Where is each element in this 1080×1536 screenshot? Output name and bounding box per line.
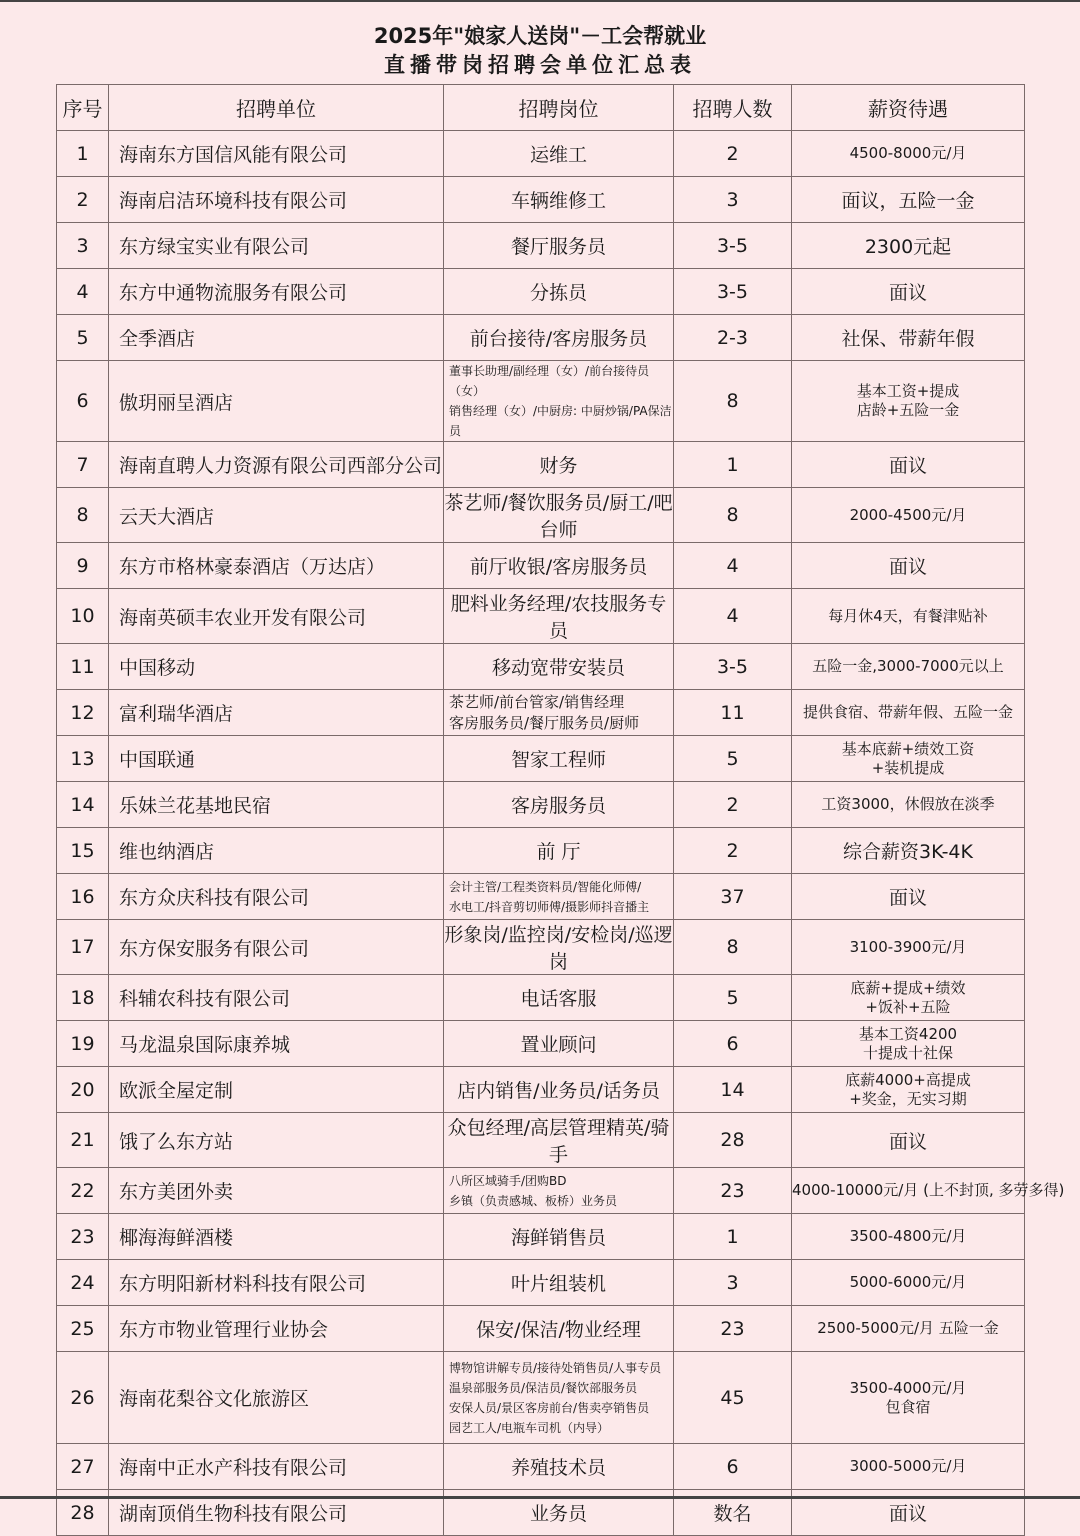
company-name: 海南启洁环境科技有限公司 bbox=[109, 177, 444, 223]
headcount: 23 bbox=[674, 1306, 792, 1352]
salary-cell bbox=[792, 1113, 1025, 1168]
row-number: 5 bbox=[57, 315, 109, 361]
headcount: 3 bbox=[674, 177, 792, 223]
position-line: 运维工 bbox=[529, 144, 587, 166]
position-line: 水电工/抖音剪切师傅/摄影师抖音播主 bbox=[449, 899, 650, 914]
row-number: 26 bbox=[57, 1352, 109, 1444]
row-number: 18 bbox=[57, 975, 109, 1021]
title-line-2: 直播带岗招聘会单位汇总表 bbox=[384, 53, 696, 77]
salary-cell bbox=[792, 1021, 1025, 1067]
row-number: 11 bbox=[57, 644, 109, 690]
position-line: 分拣员 bbox=[529, 282, 587, 304]
position-line: 乡镇（负责感城、板桥）业务员 bbox=[449, 1193, 618, 1208]
headcount: 45 bbox=[674, 1352, 792, 1444]
headcount: 37 bbox=[674, 874, 792, 920]
position-line: 肥料业务经理/农技服务专员 bbox=[450, 593, 667, 642]
position-line: 业务员 bbox=[529, 1503, 587, 1525]
position-line: 店内销售/业务员/话务员 bbox=[457, 1080, 660, 1102]
salary-cell bbox=[792, 589, 1025, 644]
row-number: 22 bbox=[57, 1168, 109, 1214]
table-body bbox=[57, 131, 1065, 1536]
headcount: 数名 bbox=[674, 1490, 792, 1536]
salary-cell bbox=[792, 1444, 1025, 1490]
headcount: 4 bbox=[674, 543, 792, 589]
company-name: 海南英硕丰农业开发有限公司 bbox=[109, 589, 444, 644]
row-number: 20 bbox=[57, 1067, 109, 1113]
position-cell bbox=[444, 223, 674, 269]
position-line: 前台接待/客房服务员 bbox=[469, 328, 648, 350]
company-name: 东方绿宝实业有限公司 bbox=[109, 223, 444, 269]
salary-line: 3000-5000元/月 bbox=[849, 1457, 967, 1475]
salary-cell bbox=[792, 543, 1025, 589]
company-name: 云天大酒店 bbox=[109, 488, 444, 543]
row-number: 24 bbox=[57, 1260, 109, 1306]
headcount: 1 bbox=[674, 442, 792, 488]
position-cell bbox=[444, 488, 674, 543]
table-row bbox=[57, 690, 1025, 736]
salary-cell bbox=[792, 975, 1025, 1021]
headcount: 3-5 bbox=[674, 644, 792, 690]
table-row bbox=[57, 874, 1025, 920]
table-row bbox=[57, 315, 1025, 361]
row-number: 28 bbox=[57, 1490, 109, 1536]
row-number: 7 bbox=[57, 442, 109, 488]
position-line: 形象岗/监控岗/安检岗/巡逻岗 bbox=[444, 924, 673, 973]
company-name: 东方市格林豪泰酒店（万达店） bbox=[109, 543, 444, 589]
salary-line: 包食宿 bbox=[885, 1397, 931, 1416]
position-cell bbox=[444, 361, 674, 442]
salary-cell bbox=[792, 1067, 1025, 1113]
row-number: 3 bbox=[57, 223, 109, 269]
company-name: 椰海海鲜酒楼 bbox=[109, 1214, 444, 1260]
table-row bbox=[57, 736, 1025, 782]
position-line: 园艺工人/电瓶车司机（内导） bbox=[449, 1420, 610, 1435]
header-salary: 薪资待遇 bbox=[792, 85, 1025, 131]
salary-cell bbox=[792, 1168, 1065, 1214]
company-name: 乐妹兰花基地民宿 bbox=[109, 782, 444, 828]
row-number: 8 bbox=[57, 488, 109, 543]
salary-cell bbox=[792, 874, 1025, 920]
position-line: 八所区域骑手/团购BD bbox=[449, 1173, 567, 1188]
company-name: 海南东方国信风能有限公司 bbox=[109, 131, 444, 177]
row-number: 4 bbox=[57, 269, 109, 315]
headcount: 3-5 bbox=[674, 269, 792, 315]
title-line-1: 2025年"娘家人送岗"－工会帮就业 bbox=[373, 24, 707, 48]
salary-line: 店龄+五险一金 bbox=[856, 401, 960, 419]
table-row bbox=[57, 1168, 1025, 1214]
position-line: 养殖技术员 bbox=[510, 1457, 606, 1479]
headcount: 14 bbox=[674, 1067, 792, 1113]
position-cell bbox=[444, 269, 674, 315]
row-number: 21 bbox=[57, 1113, 109, 1168]
row-number: 23 bbox=[57, 1214, 109, 1260]
row-number: 19 bbox=[57, 1021, 109, 1067]
position-line: 移动宽带安装员 bbox=[491, 657, 625, 679]
salary-line: 面议 bbox=[888, 1503, 927, 1525]
position-line: 前厅收银/客房服务员 bbox=[469, 556, 648, 578]
headcount: 23 bbox=[674, 1168, 792, 1214]
salary-cell bbox=[792, 1306, 1025, 1352]
salary-line: 面议，五险一金 bbox=[841, 190, 975, 212]
salary-cell bbox=[792, 1260, 1025, 1306]
row-number: 17 bbox=[57, 920, 109, 975]
salary-cell bbox=[792, 269, 1025, 315]
position-cell bbox=[444, 874, 674, 920]
position-cell bbox=[444, 131, 674, 177]
salary-cell bbox=[792, 690, 1025, 736]
salary-line: 五险一金,3000-7000元以上 bbox=[812, 657, 1004, 675]
salary-line: 十提成十社保 bbox=[862, 1043, 953, 1062]
salary-cell bbox=[792, 223, 1025, 269]
table-row bbox=[57, 1214, 1025, 1260]
table-header-row bbox=[57, 85, 1025, 131]
headcount: 5 bbox=[674, 975, 792, 1021]
position-line: 众包经理/高层管理精英/骑手 bbox=[447, 1117, 670, 1166]
position-cell bbox=[444, 1352, 674, 1444]
salary-line: 5000-6000元/月 bbox=[849, 1273, 967, 1291]
company-name: 海南直聘人力资源有限公司西部分公司 bbox=[109, 442, 444, 488]
salary-line: 3500-4000元/月 bbox=[849, 1378, 967, 1397]
salary-cell bbox=[792, 131, 1025, 177]
row-number: 25 bbox=[57, 1306, 109, 1352]
company-name: 中国移动 bbox=[109, 644, 444, 690]
salary-line: 基本工资4200 bbox=[858, 1024, 958, 1043]
headcount: 8 bbox=[674, 488, 792, 543]
position-cell bbox=[444, 442, 674, 488]
company-name: 马龙温泉国际康养城 bbox=[109, 1021, 444, 1067]
company-name: 东方保安服务有限公司 bbox=[109, 920, 444, 975]
table-row bbox=[57, 1067, 1025, 1113]
position-line: 叶片组装机 bbox=[510, 1273, 606, 1295]
row-number: 15 bbox=[57, 828, 109, 874]
position-cell bbox=[444, 177, 674, 223]
table-row bbox=[57, 644, 1025, 690]
salary-line: +装机提成 bbox=[871, 758, 945, 777]
headcount: 3 bbox=[674, 1260, 792, 1306]
table-row bbox=[57, 1352, 1025, 1444]
salary-line: 面议 bbox=[888, 556, 927, 578]
row-number: 27 bbox=[57, 1444, 109, 1490]
headcount: 8 bbox=[674, 920, 792, 975]
salary-cell bbox=[792, 442, 1025, 488]
table-row bbox=[57, 975, 1025, 1021]
salary-line: 基本工资+提成 bbox=[856, 382, 960, 400]
position-cell bbox=[444, 644, 674, 690]
table-row bbox=[57, 269, 1025, 315]
table-row bbox=[57, 131, 1025, 177]
position-cell bbox=[444, 589, 674, 644]
position-line: 温泉部服务员/保洁员/餐饮部服务员 bbox=[449, 1380, 638, 1395]
position-cell bbox=[444, 1067, 674, 1113]
position-cell bbox=[444, 690, 674, 736]
company-name: 海南中正水产科技有限公司 bbox=[109, 1444, 444, 1490]
salary-cell bbox=[792, 488, 1025, 543]
company-name: 海南花梨谷文化旅游区 bbox=[109, 1352, 444, 1444]
position-line: 客房服务员/餐厅服务员/厨师 bbox=[449, 713, 640, 732]
recruitment-table bbox=[56, 84, 1065, 1536]
position-line: 电话客服 bbox=[520, 988, 597, 1010]
salary-line: 综合薪资3K-4K bbox=[843, 841, 973, 863]
company-name: 富利瑞华酒店 bbox=[109, 690, 444, 736]
position-cell bbox=[444, 828, 674, 874]
position-line: 博物馆讲解专员/接待处销售员/人事专员 bbox=[449, 1360, 662, 1375]
position-line: 安保人员/景区客房前台/售卖亭销售员 bbox=[449, 1400, 650, 1415]
position-cell bbox=[444, 1444, 674, 1490]
headcount: 11 bbox=[674, 690, 792, 736]
position-line: 餐厅服务员 bbox=[510, 236, 606, 258]
position-line: 前 厅 bbox=[536, 841, 581, 863]
row-number: 10 bbox=[57, 589, 109, 644]
row-number: 1 bbox=[57, 131, 109, 177]
salary-line: +饭补+五险 bbox=[865, 997, 951, 1016]
position-line: 海鲜销售员 bbox=[510, 1227, 606, 1249]
company-name: 东方众庆科技有限公司 bbox=[109, 874, 444, 920]
header-count: 招聘人数 bbox=[674, 85, 792, 131]
salary-cell bbox=[792, 920, 1025, 975]
headcount: 1 bbox=[674, 1214, 792, 1260]
salary-line: 每月休4天，有餐津贴补 bbox=[828, 606, 988, 625]
company-name: 科辅农科技有限公司 bbox=[109, 975, 444, 1021]
salary-line: 底薪+提成+绩效 bbox=[850, 978, 966, 997]
salary-line: 面议 bbox=[888, 887, 927, 909]
headcount: 28 bbox=[674, 1113, 792, 1168]
table-row bbox=[57, 442, 1025, 488]
company-name: 中国联通 bbox=[109, 736, 444, 782]
company-name: 东方美团外卖 bbox=[109, 1168, 444, 1214]
salary-line: 面议 bbox=[888, 455, 927, 477]
header-position: 招聘岗位 bbox=[444, 85, 674, 131]
row-number: 6 bbox=[57, 361, 109, 442]
salary-line: 基本底薪+绩效工资 bbox=[841, 739, 975, 758]
table-row bbox=[57, 828, 1025, 874]
row-number: 13 bbox=[57, 736, 109, 782]
headcount: 2-3 bbox=[674, 315, 792, 361]
document-title bbox=[0, 22, 1080, 80]
position-line: 销售经理（女）/中厨房: 中厨炒锅/PA保洁员 bbox=[449, 404, 672, 438]
salary-line: 2300元起 bbox=[864, 236, 952, 258]
position-cell bbox=[444, 1113, 674, 1168]
salary-cell bbox=[792, 782, 1025, 828]
position-cell bbox=[444, 920, 674, 975]
position-line: 客房服务员 bbox=[510, 795, 606, 817]
company-name: 欧派全屋定制 bbox=[109, 1067, 444, 1113]
position-cell bbox=[444, 782, 674, 828]
salary-line: 2000-4500元/月 bbox=[849, 505, 967, 524]
row-number: 12 bbox=[57, 690, 109, 736]
salary-line: 面议 bbox=[888, 282, 927, 304]
salary-line: 3500-4800元/月 bbox=[849, 1227, 967, 1245]
table-row bbox=[57, 223, 1025, 269]
row-number: 14 bbox=[57, 782, 109, 828]
headcount: 6 bbox=[674, 1021, 792, 1067]
headcount: 2 bbox=[674, 782, 792, 828]
company-name: 东方市物业管理行业协会 bbox=[109, 1306, 444, 1352]
salary-line: 3100-3900元/月 bbox=[849, 937, 967, 956]
company-name: 全季酒店 bbox=[109, 315, 444, 361]
salary-line: 底薪4000+高提成 bbox=[845, 1070, 971, 1089]
headcount: 8 bbox=[674, 361, 792, 442]
salary-line: 4000-10000元/月 (上不封顶, 多劳多得) bbox=[792, 1181, 1065, 1199]
company-name: 傲玥丽呈酒店 bbox=[109, 361, 444, 442]
position-cell bbox=[444, 1214, 674, 1260]
position-line: 董事长助理/副经理（女）/前台接待员（女） bbox=[449, 364, 650, 398]
position-cell bbox=[444, 543, 674, 589]
table-row bbox=[57, 543, 1025, 589]
position-line: 置业顾问 bbox=[520, 1034, 597, 1056]
salary-line: 面议 bbox=[888, 1130, 927, 1153]
table-row bbox=[57, 1444, 1025, 1490]
position-line: 智家工程师 bbox=[510, 749, 606, 771]
headcount: 6 bbox=[674, 1444, 792, 1490]
position-line: 茶艺师/前台管家/销售经理 bbox=[449, 692, 625, 711]
position-line: 会计主管/工程类资料员/智能化师傅/ bbox=[449, 879, 642, 894]
company-name: 饿了么东方站 bbox=[109, 1113, 444, 1168]
company-name: 东方明阳新材料科技有限公司 bbox=[109, 1260, 444, 1306]
position-cell bbox=[444, 1260, 674, 1306]
position-cell bbox=[444, 975, 674, 1021]
headcount: 4 bbox=[674, 589, 792, 644]
position-line: 茶艺师/餐饮服务员/厨工/吧台师 bbox=[444, 492, 673, 541]
salary-cell bbox=[792, 644, 1025, 690]
salary-cell bbox=[792, 828, 1025, 874]
table-row bbox=[57, 1021, 1025, 1067]
salary-cell bbox=[792, 736, 1025, 782]
table-row bbox=[57, 1306, 1025, 1352]
headcount: 5 bbox=[674, 736, 792, 782]
company-name: 东方中通物流服务有限公司 bbox=[109, 269, 444, 315]
headcount: 3-5 bbox=[674, 223, 792, 269]
table-row bbox=[57, 782, 1025, 828]
table-row bbox=[57, 361, 1025, 442]
position-cell bbox=[444, 1168, 674, 1214]
position-cell bbox=[444, 315, 674, 361]
salary-line: 工资3000，休假放在淡季 bbox=[821, 795, 995, 813]
header-company: 招聘单位 bbox=[109, 85, 444, 131]
row-number: 16 bbox=[57, 874, 109, 920]
salary-cell bbox=[792, 177, 1025, 223]
salary-line: 提供食宿、带薪年假、五险一金 bbox=[802, 703, 1013, 721]
position-cell bbox=[444, 1021, 674, 1067]
salary-line: 2500-5000元/月 五险一金 bbox=[817, 1319, 999, 1337]
row-number: 2 bbox=[57, 177, 109, 223]
position-line: 车辆维修工 bbox=[510, 190, 606, 212]
salary-line: 4500-8000元/月 bbox=[849, 144, 967, 162]
salary-cell bbox=[792, 1214, 1025, 1260]
company-name: 湖南顶俏生物科技有限公司 bbox=[109, 1490, 444, 1536]
table-row bbox=[57, 1260, 1025, 1306]
position-line: 保安/保洁/物业经理 bbox=[476, 1319, 641, 1341]
salary-cell bbox=[792, 1352, 1025, 1444]
position-line: 财务 bbox=[539, 455, 578, 477]
position-cell bbox=[444, 1306, 674, 1352]
table-row bbox=[57, 1113, 1025, 1168]
top-border bbox=[0, 0, 1080, 2]
headcount: 2 bbox=[674, 828, 792, 874]
salary-cell bbox=[792, 361, 1025, 442]
headcount: 2 bbox=[674, 131, 792, 177]
table-row bbox=[57, 177, 1025, 223]
position-cell bbox=[444, 736, 674, 782]
table-row bbox=[57, 920, 1025, 975]
header-no: 序号 bbox=[57, 85, 109, 131]
salary-line: 社保、带薪年假 bbox=[841, 328, 975, 350]
company-name: 维也纳酒店 bbox=[109, 828, 444, 874]
row-number: 9 bbox=[57, 543, 109, 589]
table-row bbox=[57, 589, 1025, 644]
salary-line: +奖金，无实习期 bbox=[849, 1089, 967, 1108]
salary-cell bbox=[792, 315, 1025, 361]
table-row bbox=[57, 488, 1025, 543]
